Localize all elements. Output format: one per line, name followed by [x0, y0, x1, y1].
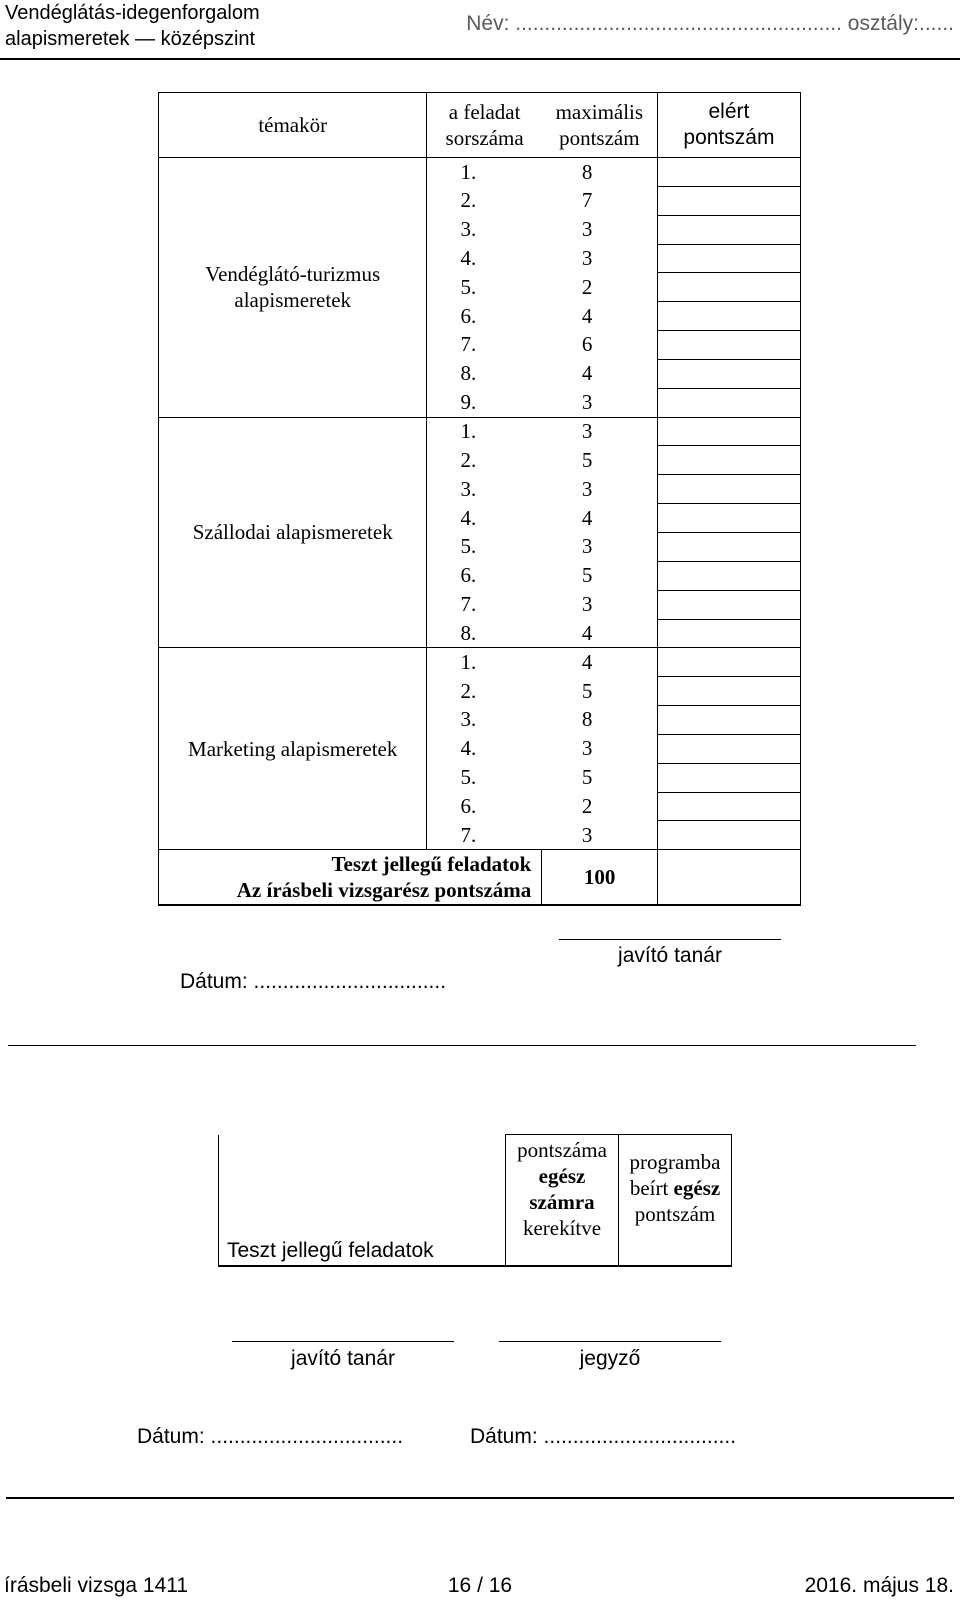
achieved-points-input[interactable] [657, 561, 800, 590]
achieved-points-input[interactable] [657, 302, 800, 331]
achieved-points-input[interactable] [657, 734, 800, 763]
teacher-signature-line-1 [559, 939, 781, 940]
task-number: 3. [460, 707, 477, 732]
task-number: 7. [460, 592, 477, 617]
score-row [159, 158, 801, 187]
max-points: 5 [542, 763, 658, 792]
rounded-points-cell: pontszáma egész számra kerekítve [506, 1135, 619, 1266]
max-points: 5 [542, 677, 658, 706]
topic-cell: Marketing alapismeretek [159, 648, 427, 850]
achieved-points-input[interactable] [657, 331, 800, 360]
max-points: 3 [542, 475, 658, 504]
max-points: 6 [542, 331, 658, 360]
achieved-points-input[interactable] [657, 186, 800, 215]
max-points: 4 [542, 619, 658, 648]
achieved-points-input[interactable] [657, 677, 800, 706]
max-points: 4 [542, 302, 658, 331]
title-line-1: Vendéglátás-idegenforgalom [5, 2, 260, 24]
section-separator [8, 1045, 916, 1046]
topic-cell: Szállodai alapismeretek [159, 417, 427, 648]
task-number: 4. [460, 245, 477, 270]
achieved-points-input[interactable] [657, 532, 800, 561]
max-points: 3 [542, 821, 658, 850]
task-number: 5. [460, 274, 477, 299]
notary-role: jegyző [579, 1347, 641, 1370]
max-points: 5 [542, 561, 658, 590]
max-points: 2 [542, 273, 658, 302]
achieved-points-input[interactable] [657, 446, 800, 475]
total-achieved-input[interactable] [657, 850, 800, 906]
document-title [5, 0, 260, 52]
achieved-points-input[interactable] [657, 388, 800, 417]
task-number: 3. [460, 217, 477, 242]
teacher-role-2: javító tanár [291, 1347, 395, 1370]
max-points: 4 [542, 359, 658, 388]
teacher-role-1: javító tanár [618, 944, 722, 967]
header-achieved-points: elért pontszám [657, 93, 800, 158]
achieved-points-input[interactable] [657, 648, 800, 677]
max-points: 3 [542, 734, 658, 763]
task-number: 5. [460, 765, 477, 790]
max-points: 2 [542, 792, 658, 821]
task-number: 4. [460, 736, 477, 761]
footer-page-number: 16 / 16 [447, 1574, 513, 1597]
max-points: 4 [542, 504, 658, 533]
achieved-points-input[interactable] [657, 792, 800, 821]
task-number: 1. [427, 648, 542, 677]
task-number: 7. [460, 332, 477, 357]
date-field-3: Dátum: ................................. [470, 1425, 737, 1448]
max-points: 4 [542, 648, 658, 677]
max-points: 7 [542, 186, 658, 215]
footer-left: írásbeli vizsga 1411 [4, 1574, 189, 1597]
task-number: 8. [460, 361, 477, 386]
max-points: 3 [542, 215, 658, 244]
task-number: 6. [460, 563, 477, 588]
name-class-field: Név: ........................................................ osztály:...... [466, 12, 954, 35]
title-line-2: alapismeretek — középszint [5, 28, 256, 50]
max-points: 3 [542, 388, 658, 417]
max-points: 8 [542, 158, 658, 187]
score-row [159, 417, 801, 446]
header-topic: témakör [159, 93, 427, 158]
score-row [159, 648, 801, 677]
footer-date: 2016. május 18. [804, 1574, 954, 1597]
achieved-points-input[interactable] [657, 475, 800, 504]
footer-rule [6, 1497, 954, 1499]
total-max-points: 100 [542, 850, 658, 906]
achieved-points-input[interactable] [657, 619, 800, 648]
task-number: 2. [460, 447, 477, 472]
notary-signature-line [499, 1341, 721, 1342]
header-max-points: maximális pontszám [542, 93, 658, 158]
total-row [159, 850, 801, 906]
task-number: 3. [460, 476, 477, 501]
total-label: Teszt jellegű feladatok Az írásbeli vizsgarész pontszáma [159, 850, 542, 906]
date-field-2: Dátum: ................................. [137, 1425, 404, 1448]
task-number: 7. [460, 822, 477, 847]
max-points: 3 [542, 590, 658, 619]
topic-cell: Vendéglátó-turizmus alapismeretek [159, 158, 427, 418]
task-number: 5. [460, 534, 477, 559]
date-field-1: Dátum: ................................. [180, 970, 447, 993]
rounding-row-label: Teszt jellegű feladatok [219, 1135, 506, 1266]
task-number: 9. [460, 389, 477, 414]
program-points-cell: programba beírt egész pontszám [619, 1135, 732, 1266]
achieved-points-input[interactable] [657, 417, 800, 446]
max-points: 3 [542, 244, 658, 273]
task-number: 8. [460, 620, 477, 645]
achieved-points-input[interactable] [657, 590, 800, 619]
task-number: 2. [460, 678, 477, 703]
rounding-row [219, 1135, 732, 1266]
task-number: 1. [460, 159, 477, 184]
achieved-points-input[interactable] [657, 244, 800, 273]
achieved-points-input[interactable] [657, 273, 800, 302]
score-table-body [159, 93, 801, 906]
achieved-points-input[interactable] [657, 158, 800, 187]
score-table-header [159, 93, 801, 158]
task-number: 6. [460, 793, 477, 818]
task-number: 6. [460, 303, 477, 328]
achieved-points-input[interactable] [657, 763, 800, 792]
achieved-points-input[interactable] [657, 359, 800, 388]
achieved-points-input[interactable] [657, 215, 800, 244]
task-number: 4. [460, 505, 477, 530]
teacher-signature-line-2 [232, 1341, 454, 1342]
header-rule [0, 58, 960, 60]
header-task-no: a feladat sorszáma [427, 93, 542, 158]
task-number: 2. [460, 188, 477, 213]
achieved-points-input[interactable] [657, 504, 800, 533]
max-points: 3 [542, 532, 658, 561]
achieved-points-input[interactable] [657, 706, 800, 735]
task-number: 1. [427, 417, 542, 446]
rounding-table [218, 1134, 732, 1267]
max-points: 8 [542, 706, 658, 735]
max-points: 5 [542, 446, 658, 475]
score-table [158, 92, 801, 906]
achieved-points-input[interactable] [657, 821, 800, 850]
max-points: 3 [542, 417, 658, 446]
